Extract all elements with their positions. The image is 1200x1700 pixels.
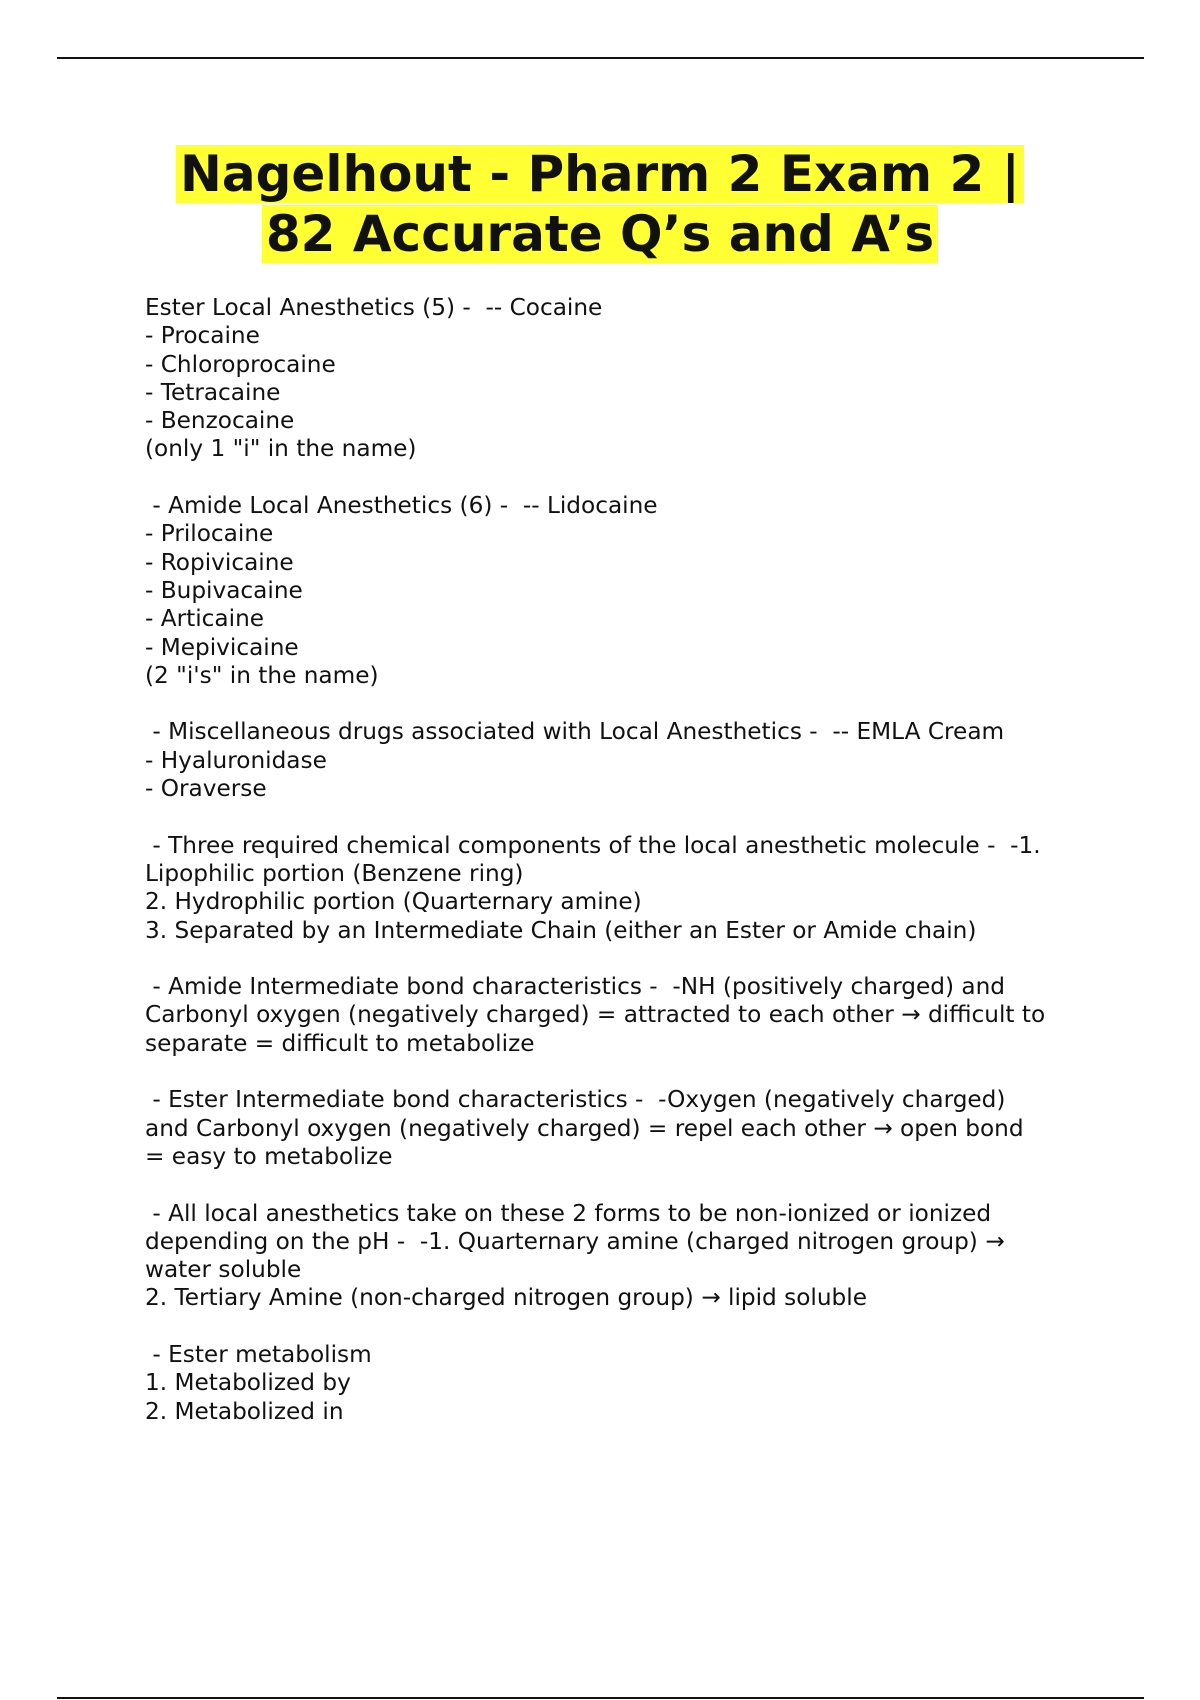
qa-line: - Oraverse	[145, 775, 267, 803]
qa-line: 2. Tertiary Amine (non-charged nitrogen group) → lipid soluble	[145, 1284, 867, 1312]
qa-line: - Miscellaneous drugs associated with Local Anesthetics - -- EMLA Cream	[145, 718, 1005, 746]
qa-content	[145, 294, 1095, 1454]
qa-line: - Ester metabolism	[145, 1340, 372, 1368]
qa-line: 3. Separated by an Intermediate Chain (either an Ester or Amide chain)	[145, 916, 977, 944]
qa-line: - Procaine	[145, 322, 260, 350]
qa-line: - Amide Intermediate bond characteristics - -NH (positively charged) and	[145, 973, 1005, 1001]
bottom-rule	[57, 1697, 1144, 1699]
qa-line: - Hyaluronidase	[145, 746, 327, 774]
qa-line: - Articaine	[145, 605, 265, 633]
qa-entry	[145, 1200, 1095, 1313]
qa-line: - Prilocaine	[145, 520, 274, 548]
title-line-2: 82 Accurate Q’s and A’s	[262, 205, 938, 263]
qa-line: = easy to metabolize	[145, 1142, 393, 1170]
qa-line: - Ropivicaine	[145, 548, 294, 576]
qa-line: - Mepivicaine	[145, 633, 299, 661]
title-line-1: Nagelhout - Pharm 2 Exam 2 |	[176, 145, 1024, 203]
qa-line: Lipophilic portion (Benzene ring)	[145, 859, 524, 887]
qa-line: Ester Local Anesthetics (5) - -- Cocaine	[145, 294, 603, 321]
qa-line: 2. Hydrophilic portion (Quarternary amine)	[145, 888, 642, 916]
qa-line: - Amide Local Anesthetics (6) - -- Lidocaine	[145, 492, 658, 520]
qa-entry	[145, 492, 1095, 690]
qa-entry	[145, 973, 1095, 1058]
qa-line: - Benzocaine	[145, 407, 295, 435]
qa-line: 1. Metabolized by	[145, 1369, 351, 1397]
qa-entry	[145, 1086, 1095, 1171]
qa-line: separate = difficult to metabolize	[145, 1029, 535, 1057]
page-title	[0, 144, 1200, 264]
qa-entry	[145, 718, 1095, 803]
qa-line: depending on the pH - -1. Quarternary amine (charged nitrogen group) →	[145, 1227, 1005, 1255]
qa-line: - Chloroprocaine	[145, 350, 336, 378]
qa-line: 2. Metabolized in	[145, 1397, 344, 1425]
qa-line: (2 "i's" in the name)	[145, 661, 379, 689]
qa-line: Carbonyl oxygen (negatively charged) = attracted to each other → difficult to	[145, 1001, 1046, 1029]
qa-entry	[145, 1341, 1095, 1426]
qa-line: - Three required chemical components of the local anesthetic molecule - -1.	[145, 831, 1041, 859]
qa-line: - Bupivacaine	[145, 576, 303, 604]
top-rule	[57, 57, 1144, 59]
qa-line: water soluble	[145, 1256, 302, 1284]
qa-entry	[145, 832, 1095, 945]
qa-entry	[145, 294, 1095, 464]
qa-line: - Tetracaine	[145, 378, 281, 406]
qa-line: and Carbonyl oxygen (negatively charged) = repel each other → open bond	[145, 1114, 1024, 1142]
qa-line: (only 1 "i" in the name)	[145, 435, 417, 463]
qa-line: - All local anesthetics take on these 2 forms to be non-ionized or ionized	[145, 1199, 992, 1227]
qa-line: - Ester Intermediate bond characteristics - -Oxygen (negatively charged)	[145, 1086, 1006, 1114]
